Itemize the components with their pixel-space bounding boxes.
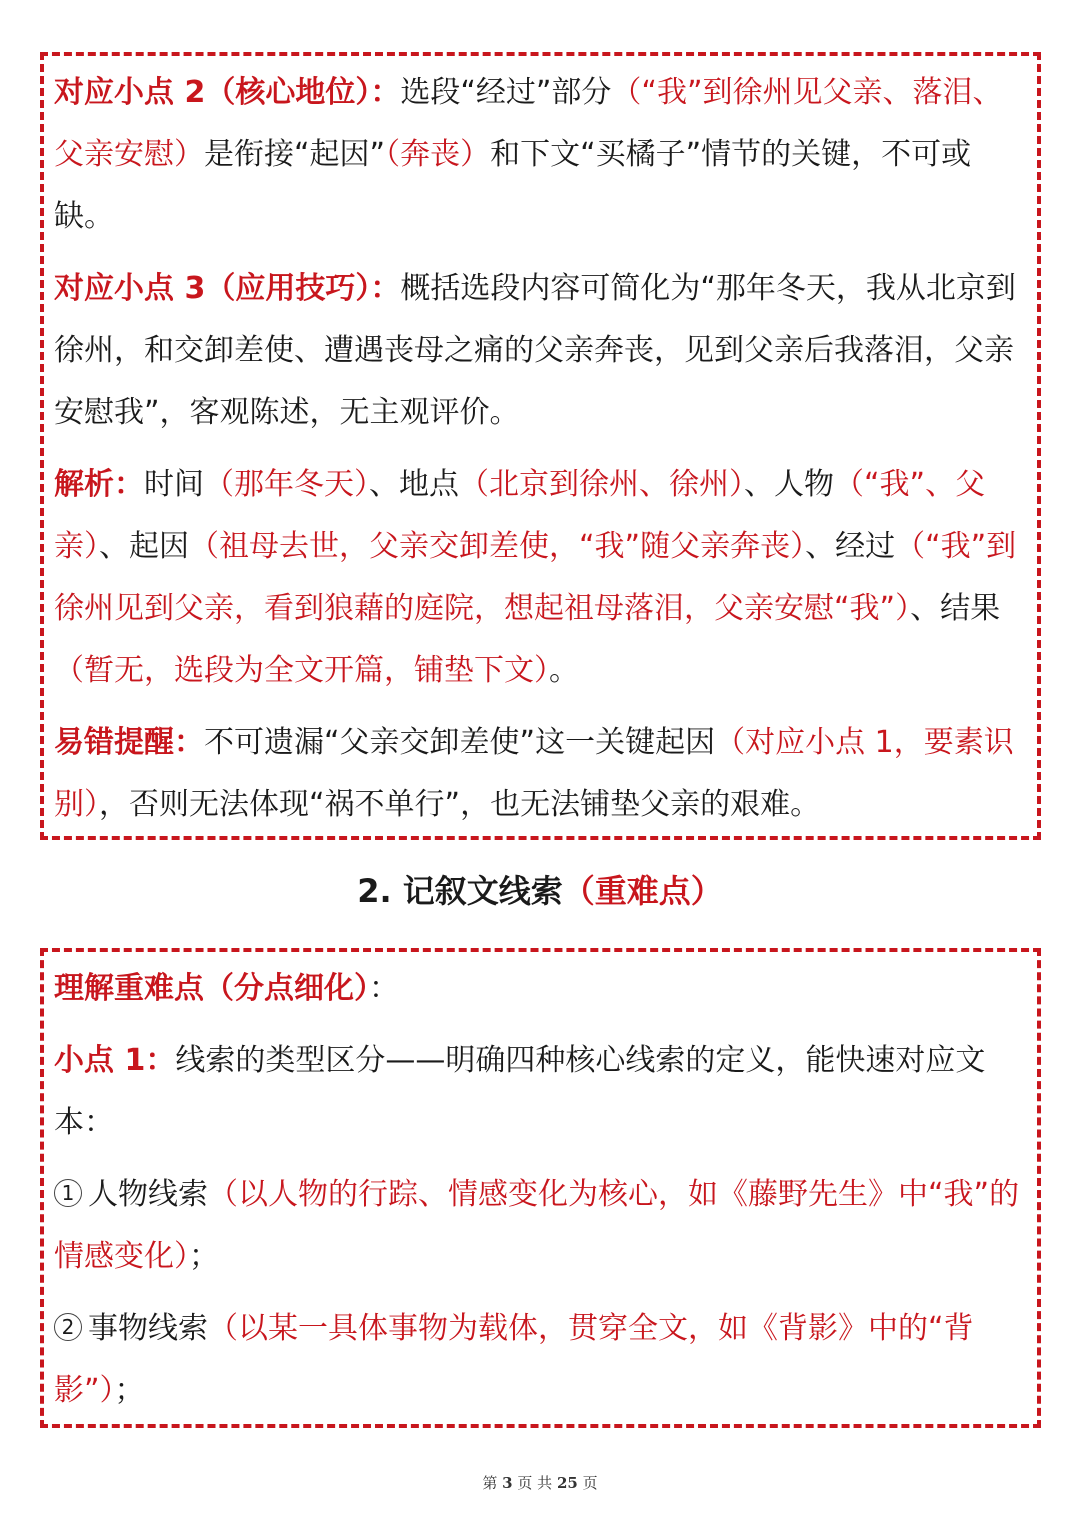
page-footer xyxy=(0,1472,1080,1493)
paragraph-point-1 xyxy=(54,1030,1027,1154)
label-reminder: 易错提醒： xyxy=(54,725,204,760)
text: 、人物 xyxy=(744,467,834,502)
text: 。 xyxy=(549,653,579,688)
text: 概括选段内容可简化为“那年冬天，我从北京到徐州，和交卸差使、遭遇丧母之痛的父亲奔丧，见到父亲后我落泪，父亲安慰我”，客观陈述，无主观评价。 xyxy=(54,271,1016,430)
heading-text: 2. 记叙文线索 xyxy=(357,872,563,910)
text: 不可遗漏“父亲交卸差使”这一关键起因 xyxy=(204,725,716,760)
section-heading xyxy=(0,860,1080,922)
red-text: （奔丧） xyxy=(385,137,491,172)
list-item-object-clue xyxy=(54,1298,1027,1422)
paragraph-analysis xyxy=(54,454,1027,702)
red-text: （暂无，选段为全文开篇，铺垫下文） xyxy=(54,653,549,688)
paragraph-point-2 xyxy=(54,62,1027,248)
red-text: （祖母去世，父亲交卸差使，“我”随父亲奔丧） xyxy=(189,529,806,564)
text: 、起因 xyxy=(99,529,189,564)
text: 人物线索 xyxy=(88,1177,208,1212)
red-text: （以某一具体事物为载体，贯穿全文，如《背影》中的“背影”） xyxy=(54,1311,974,1408)
paragraph-point-3 xyxy=(54,258,1027,444)
label-analysis: 解析： xyxy=(54,467,144,502)
paragraph-understanding xyxy=(54,958,1027,1020)
page-number: 3 xyxy=(502,1474,513,1492)
red-text: （“我”到徐州见父亲、落泪、父亲安慰） xyxy=(54,75,1003,172)
footer-prefix: 第 xyxy=(482,1474,498,1492)
red-text: （对应小点 1，要素识别） xyxy=(54,725,1014,822)
text: 是衔接“起因” xyxy=(204,137,386,172)
text: 、结果 xyxy=(910,591,1001,626)
text: 时间 xyxy=(144,467,204,502)
footer-middle: 页 共 xyxy=(517,1474,553,1492)
red-text: （以人物的行踪、情感变化为核心，如《藤野先生》中“我”的情感变化） xyxy=(54,1177,1020,1274)
text: ； xyxy=(114,1373,145,1408)
heading-red-text: （重难点） xyxy=(562,872,723,910)
text: 线索的类型区分——明确四种核心线索的定义，能快速对应文本： xyxy=(54,1043,986,1140)
circled-number-2: 2 xyxy=(54,1313,82,1341)
label-understanding: 理解重难点（分点细化） xyxy=(54,971,369,1006)
red-text: （北京到徐州、徐州） xyxy=(459,467,744,502)
text: ； xyxy=(189,1239,219,1274)
label-point-2: 对应小点 2（核心地位）： xyxy=(54,75,401,110)
content-box-1 xyxy=(40,52,1041,840)
paragraph-reminder xyxy=(54,712,1027,836)
text: 和下文“买橘子”情节的关键，不可或缺。 xyxy=(54,137,972,234)
text: ： xyxy=(369,971,399,1006)
label-point-3: 对应小点 3（应用技巧）： xyxy=(54,271,401,306)
list-item-person-clue xyxy=(54,1164,1027,1288)
text: ，否则无法体现“祸不单行”，也无法铺垫父亲的艰难。 xyxy=(99,787,821,822)
page-total: 25 xyxy=(556,1474,578,1492)
text: 事物线索 xyxy=(88,1311,208,1346)
content-box-2 xyxy=(40,948,1041,1428)
footer-suffix: 页 xyxy=(582,1474,598,1492)
text: 选段“经过”部分 xyxy=(400,75,612,110)
text: 、地点 xyxy=(369,467,459,502)
text: 、经过 xyxy=(805,529,896,564)
label-point-1: 小点 1： xyxy=(54,1043,176,1078)
red-text: （那年冬天） xyxy=(204,467,369,502)
red-text: （“我”、父亲） xyxy=(54,467,986,564)
red-text: （“我”到徐州见到父亲，看到狼藉的庭院，想起祖母落泪，父亲安慰“我”） xyxy=(54,529,1017,626)
circled-number-1: 1 xyxy=(54,1179,82,1207)
